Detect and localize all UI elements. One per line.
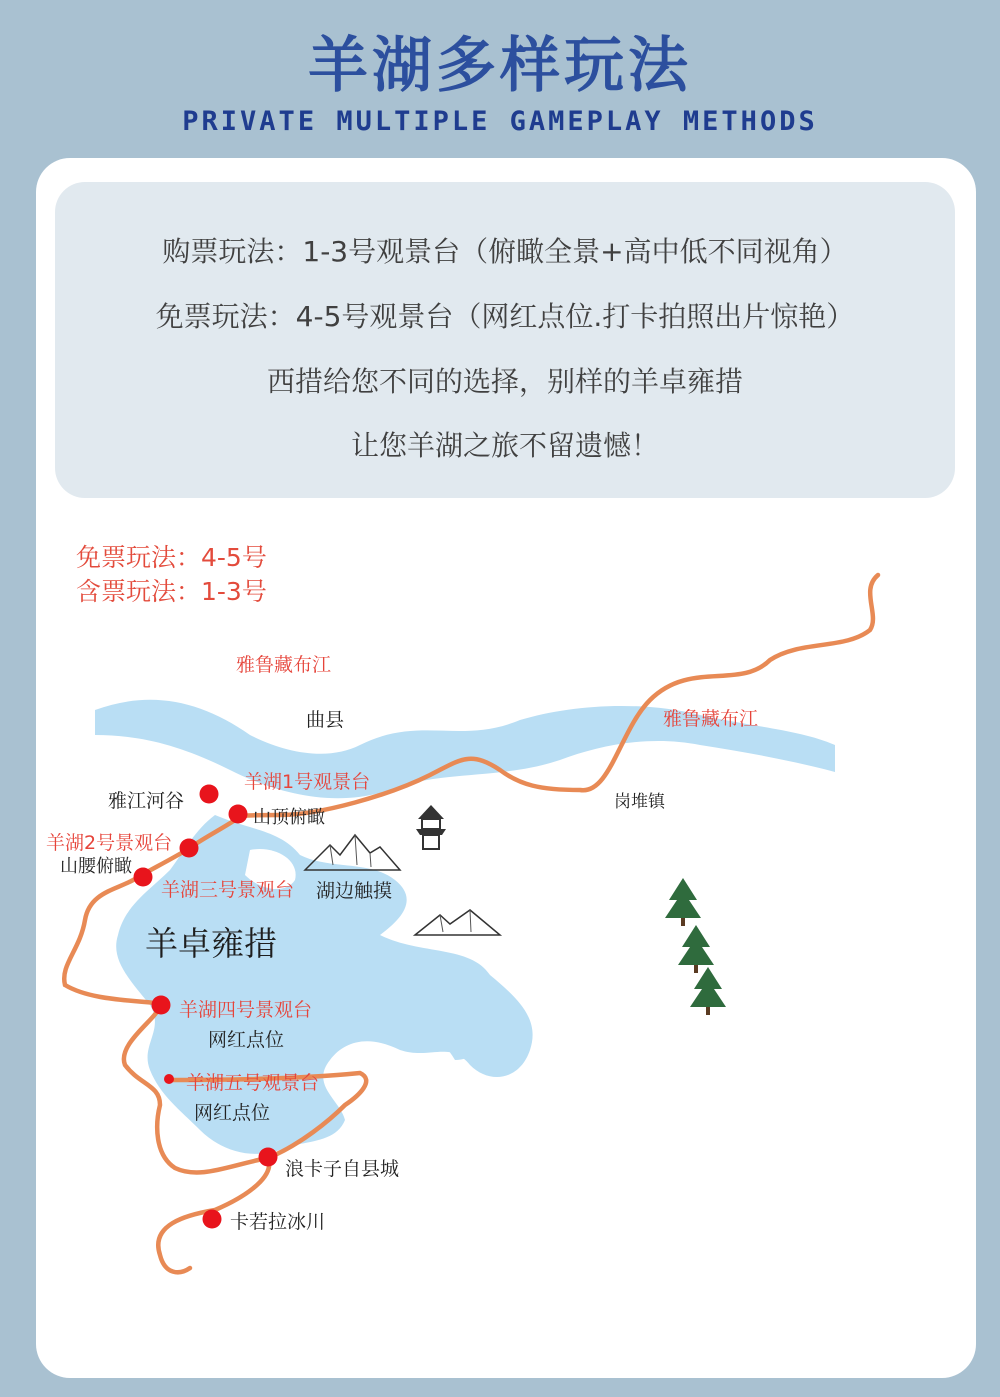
place-gangduizhen: 岗堆镇 bbox=[614, 792, 665, 812]
marker-vp5 bbox=[164, 1074, 174, 1084]
info-line-closing: 让您羊湖之旅不留遗憾！ bbox=[350, 429, 659, 462]
info-line-ticket: 购票玩法：1-3号观景台（俯瞰全景+高中低不同视角） bbox=[162, 235, 848, 268]
place-hubian: 湖边触摸 bbox=[316, 880, 393, 902]
lake-shape bbox=[116, 815, 532, 1154]
place-shanyao: 山腰俯瞰 bbox=[60, 856, 132, 877]
place-wanghong-4: 网红点位 bbox=[208, 1029, 285, 1051]
tree-icon-1 bbox=[665, 878, 701, 926]
page-title: 羊湖多样玩法 bbox=[308, 31, 692, 101]
page-subtitle: PRIVATE MULTIPLE GAMEPLAY METHODS bbox=[182, 106, 818, 137]
legend-free: 免票玩法：4-5号 bbox=[76, 543, 267, 572]
place-yajiang-valley: 雅江河谷 bbox=[108, 790, 185, 812]
pagoda-icon bbox=[416, 805, 446, 849]
place-wanghong-5: 网红点位 bbox=[194, 1102, 271, 1124]
river-label-west: 雅鲁藏布江 bbox=[236, 654, 332, 676]
info-line-choice: 西措给您不同的选择，别样的羊卓雍措 bbox=[266, 365, 743, 398]
marker-vp3 bbox=[134, 868, 153, 887]
mountain-icon-2 bbox=[415, 910, 500, 935]
place-langkazi: 浪卡子自县城 bbox=[285, 1158, 400, 1180]
river-label-east: 雅鲁藏布江 bbox=[663, 708, 759, 730]
marker-vp1 bbox=[229, 805, 248, 824]
viewpoint-2-label: 羊湖2号景观台 bbox=[46, 832, 173, 854]
viewpoint-1-label: 羊湖1号观景台 bbox=[244, 771, 371, 793]
place-shanding: 山顶俯瞰 bbox=[253, 807, 325, 828]
marker-yajiang-valley bbox=[200, 785, 219, 804]
viewpoint-4-label: 羊湖四号景观台 bbox=[179, 999, 313, 1021]
marker-vp4 bbox=[152, 996, 171, 1015]
viewpoint-5-label: 羊湖五号观景台 bbox=[186, 1072, 320, 1094]
viewpoint-3-label: 羊湖三号景观台 bbox=[161, 879, 295, 901]
marker-vp2 bbox=[180, 839, 199, 858]
marker-karola bbox=[203, 1210, 222, 1229]
place-quxian: 曲县 bbox=[306, 709, 345, 731]
place-karola: 卡若拉冰川 bbox=[230, 1211, 326, 1233]
info-line-free: 免票玩法：4-5号观景台（网红点位.打卡拍照出片惊艳） bbox=[155, 300, 855, 333]
marker-langkazi bbox=[259, 1148, 278, 1167]
tree-icon-2 bbox=[678, 925, 714, 973]
legend-ticket: 含票玩法：1-3号 bbox=[76, 577, 267, 606]
tree-icon-3 bbox=[690, 967, 726, 1015]
lake-name-label: 羊卓雍措 bbox=[145, 924, 277, 963]
